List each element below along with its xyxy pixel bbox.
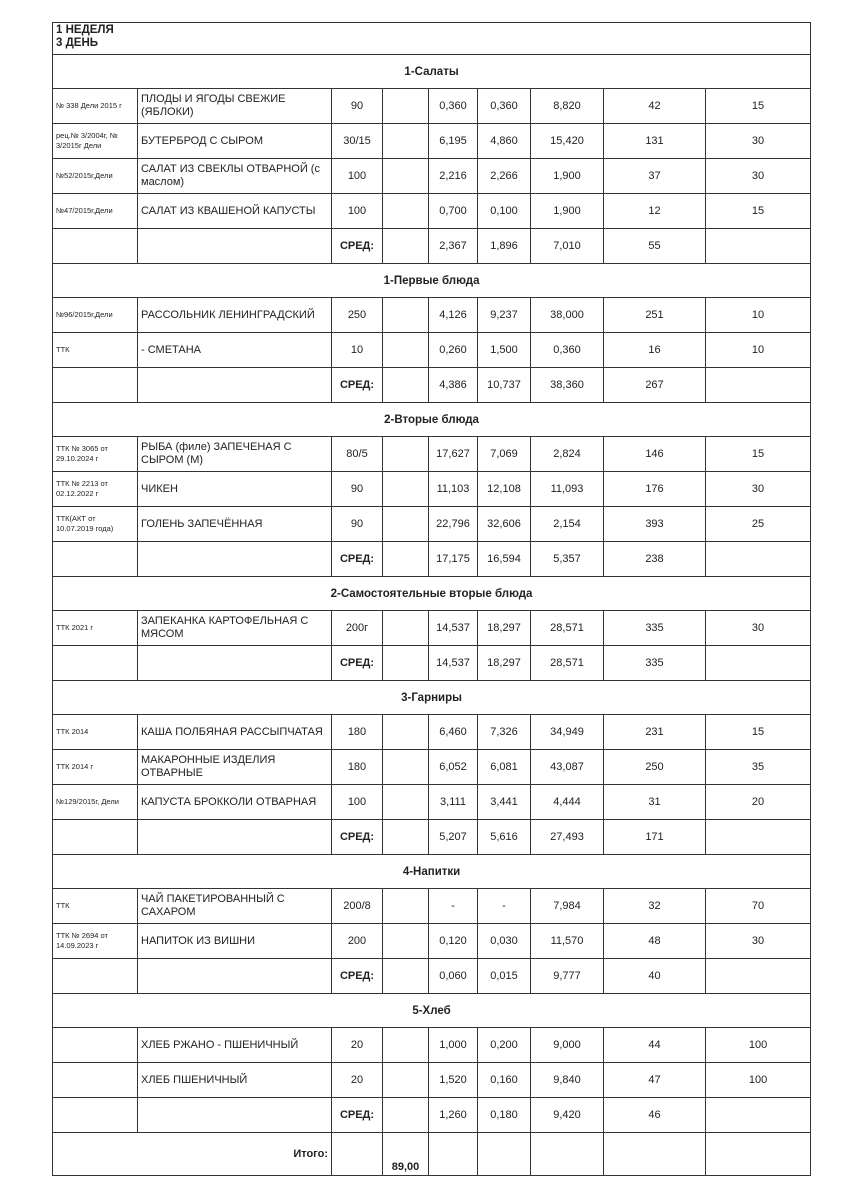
empty-cell: [706, 1098, 811, 1133]
carbs: 34,949: [531, 715, 604, 750]
protein: 0,120: [429, 924, 478, 959]
dish-name: ХЛЕБ ПШЕНИЧНЫЙ: [138, 1063, 332, 1098]
empty-cell: [138, 229, 332, 264]
protein: 4,126: [429, 298, 478, 333]
calories: 12: [604, 194, 706, 229]
calories: 44: [604, 1028, 706, 1063]
empty-cell: [383, 1098, 429, 1133]
dish-row: [53, 298, 811, 333]
portion: 80/5: [332, 437, 383, 472]
protein: 14,537: [429, 611, 478, 646]
fat: 7,069: [478, 437, 531, 472]
empty-cell: [383, 437, 429, 472]
recipe-ref: ТТК 2014: [53, 715, 138, 750]
calories: 47: [604, 1063, 706, 1098]
fat: 18,297: [478, 611, 531, 646]
average-row: [53, 820, 811, 855]
empty-cell: [706, 1133, 811, 1176]
price: 10: [706, 333, 811, 368]
dish-name: ГОЛЕНЬ ЗАПЕЧЁННАЯ: [138, 507, 332, 542]
dish-row: [53, 159, 811, 194]
calories: 37: [604, 159, 706, 194]
portion: 100: [332, 785, 383, 820]
recipe-ref: №52/2015г,Дели: [53, 159, 138, 194]
protein: 0,360: [429, 89, 478, 124]
section-header: [53, 855, 811, 889]
portion: 100: [332, 194, 383, 229]
fat: 6,081: [478, 750, 531, 785]
carbs: 2,154: [531, 507, 604, 542]
empty-cell: [383, 750, 429, 785]
price: 20: [706, 785, 811, 820]
price: 30: [706, 472, 811, 507]
average-label: СРЕД:: [332, 646, 383, 681]
carbs: 1,900: [531, 159, 604, 194]
dish-name: САЛАТ ИЗ КВАШЕНОЙ КАПУСТЫ: [138, 194, 332, 229]
price: 30: [706, 924, 811, 959]
avg-calories: 46: [604, 1098, 706, 1133]
empty-cell: [429, 1133, 478, 1176]
portion: 90: [332, 507, 383, 542]
fat: 0,160: [478, 1063, 531, 1098]
dish-row: [53, 785, 811, 820]
fat: -: [478, 889, 531, 924]
empty-cell: [706, 542, 811, 577]
recipe-ref: ТТК 2014 г: [53, 750, 138, 785]
protein: 6,460: [429, 715, 478, 750]
dish-row: [53, 924, 811, 959]
empty-cell: [383, 124, 429, 159]
empty-cell: [138, 368, 332, 403]
dish-row: [53, 889, 811, 924]
dish-row: [53, 715, 811, 750]
avg-carbs: 9,420: [531, 1098, 604, 1133]
avg-fat: 0,015: [478, 959, 531, 994]
recipe-ref: №47/2015г,Дели: [53, 194, 138, 229]
protein: -: [429, 889, 478, 924]
carbs: 7,984: [531, 889, 604, 924]
fat: 0,200: [478, 1028, 531, 1063]
dish-name: ЧИКЕН: [138, 472, 332, 507]
fat: 2,266: [478, 159, 531, 194]
section-title: 2-Самостоятельные вторые блюда: [53, 577, 811, 611]
average-row: [53, 542, 811, 577]
section-header: [53, 994, 811, 1028]
recipe-ref: №129/2015г, Дели: [53, 785, 138, 820]
avg-fat: 16,594: [478, 542, 531, 577]
empty-cell: [383, 333, 429, 368]
empty-cell: [383, 472, 429, 507]
section-header: [53, 577, 811, 611]
recipe-ref: ТТК(АКТ от 10.07.2019 года): [53, 507, 138, 542]
empty-cell: [383, 89, 429, 124]
empty-cell: [53, 368, 138, 403]
dish-row: [53, 750, 811, 785]
recipe-ref: ТТК № 2694 от 14.09.2023 г: [53, 924, 138, 959]
dish-name: ПЛОДЫ И ЯГОДЫ СВЕЖИЕ (ЯБЛОКИ): [138, 89, 332, 124]
empty-cell: [53, 542, 138, 577]
average-row: [53, 368, 811, 403]
portion: 200/8: [332, 889, 383, 924]
dish-row: [53, 89, 811, 124]
protein: 11,103: [429, 472, 478, 507]
avg-carbs: 9,777: [531, 959, 604, 994]
portion: 20: [332, 1063, 383, 1098]
recipe-ref: ТТК: [53, 333, 138, 368]
header-row: [53, 23, 811, 55]
carbs: 1,900: [531, 194, 604, 229]
section-title: 3-Гарниры: [53, 681, 811, 715]
carbs: 11,093: [531, 472, 604, 507]
recipe-ref: ТТК № 2213 от 02.12.2022 г: [53, 472, 138, 507]
day-label: 3 ДЕНЬ: [56, 37, 99, 49]
total-value: 89,00: [383, 1133, 429, 1176]
average-label: СРЕД:: [332, 368, 383, 403]
price: 15: [706, 194, 811, 229]
calories: 146: [604, 437, 706, 472]
empty-cell: [383, 159, 429, 194]
empty-cell: [706, 646, 811, 681]
empty-cell: [53, 1098, 138, 1133]
avg-calories: 171: [604, 820, 706, 855]
recipe-ref: ТТК: [53, 889, 138, 924]
section-header: [53, 55, 811, 89]
dish-name: ЧАЙ ПАКЕТИРОВАННЫЙ С САХАРОМ: [138, 889, 332, 924]
calories: 251: [604, 298, 706, 333]
empty-cell: [478, 1133, 531, 1176]
empty-cell: [138, 820, 332, 855]
dish-row: [53, 611, 811, 646]
avg-fat: 1,896: [478, 229, 531, 264]
calories: 231: [604, 715, 706, 750]
carbs: 38,000: [531, 298, 604, 333]
section-title: 2-Вторые блюда: [53, 403, 811, 437]
portion: 180: [332, 750, 383, 785]
menu-table: [52, 22, 811, 1176]
portion: 10: [332, 333, 383, 368]
empty-cell: [383, 194, 429, 229]
carbs: 9,000: [531, 1028, 604, 1063]
carbs: 9,840: [531, 1063, 604, 1098]
avg-protein: 5,207: [429, 820, 478, 855]
dish-name: РАССОЛЬНИК ЛЕНИНГРАДСКИЙ: [138, 298, 332, 333]
empty-cell: [383, 368, 429, 403]
dish-row: [53, 1063, 811, 1098]
empty-cell: [138, 646, 332, 681]
price: 30: [706, 611, 811, 646]
section-title: 4-Напитки: [53, 855, 811, 889]
price: 30: [706, 124, 811, 159]
fat: 0,360: [478, 89, 531, 124]
dish-row: [53, 437, 811, 472]
protein: 6,052: [429, 750, 478, 785]
avg-fat: 18,297: [478, 646, 531, 681]
average-label: СРЕД:: [332, 229, 383, 264]
protein: 0,260: [429, 333, 478, 368]
calories: 48: [604, 924, 706, 959]
avg-fat: 0,180: [478, 1098, 531, 1133]
dish-name: РЫБА (филе) ЗАПЕЧЕНАЯ С СЫРОМ (М): [138, 437, 332, 472]
price: 30: [706, 159, 811, 194]
recipe-ref: №96/2015г,Дели: [53, 298, 138, 333]
avg-carbs: 5,357: [531, 542, 604, 577]
recipe-ref: ТТК 2021 г: [53, 611, 138, 646]
protein: 2,216: [429, 159, 478, 194]
empty-cell: [531, 1133, 604, 1176]
dish-row: [53, 472, 811, 507]
average-row: [53, 646, 811, 681]
dish-name: - СМЕТАНА: [138, 333, 332, 368]
calories: 176: [604, 472, 706, 507]
average-row: [53, 959, 811, 994]
section-title: 1-Первые блюда: [53, 264, 811, 298]
calories: 32: [604, 889, 706, 924]
empty-cell: [383, 646, 429, 681]
portion: 30/15: [332, 124, 383, 159]
empty-cell: [383, 924, 429, 959]
carbs: 2,824: [531, 437, 604, 472]
calories: 335: [604, 611, 706, 646]
portion: 200: [332, 924, 383, 959]
average-label: СРЕД:: [332, 820, 383, 855]
fat: 12,108: [478, 472, 531, 507]
dish-row: [53, 507, 811, 542]
protein: 17,627: [429, 437, 478, 472]
dish-name: ХЛЕБ РЖАНО - ПШЕНИЧНЫЙ: [138, 1028, 332, 1063]
empty-cell: [53, 820, 138, 855]
protein: 6,195: [429, 124, 478, 159]
avg-carbs: 28,571: [531, 646, 604, 681]
dish-name: КАПУСТА БРОККОЛИ ОТВАРНАЯ: [138, 785, 332, 820]
protein: 3,111: [429, 785, 478, 820]
carbs: 0,360: [531, 333, 604, 368]
price: 15: [706, 715, 811, 750]
price: 35: [706, 750, 811, 785]
price: 70: [706, 889, 811, 924]
avg-protein: 0,060: [429, 959, 478, 994]
empty-cell: [383, 507, 429, 542]
dish-name: НАПИТОК ИЗ ВИШНИ: [138, 924, 332, 959]
price: 100: [706, 1028, 811, 1063]
section-title: 5-Хлеб: [53, 994, 811, 1028]
average-row: [53, 229, 811, 264]
empty-cell: [383, 820, 429, 855]
fat: 0,100: [478, 194, 531, 229]
empty-cell: [332, 1133, 383, 1176]
fat: 4,860: [478, 124, 531, 159]
fat: 1,500: [478, 333, 531, 368]
week-label: 1 НЕДЕЛЯ: [56, 24, 114, 36]
portion: 100: [332, 159, 383, 194]
price: 15: [706, 437, 811, 472]
avg-calories: 238: [604, 542, 706, 577]
avg-protein: 1,260: [429, 1098, 478, 1133]
dish-row: [53, 194, 811, 229]
price: 15: [706, 89, 811, 124]
avg-fat: 5,616: [478, 820, 531, 855]
carbs: 8,820: [531, 89, 604, 124]
avg-carbs: 38,360: [531, 368, 604, 403]
price: 10: [706, 298, 811, 333]
header-cell: [53, 23, 811, 55]
section-header: [53, 264, 811, 298]
total-label: Итого:: [53, 1133, 332, 1176]
calories: 131: [604, 124, 706, 159]
calories: 42: [604, 89, 706, 124]
avg-protein: 2,367: [429, 229, 478, 264]
portion: 250: [332, 298, 383, 333]
empty-cell: [383, 1063, 429, 1098]
average-label: СРЕД:: [332, 542, 383, 577]
carbs: 4,444: [531, 785, 604, 820]
dish-row: [53, 124, 811, 159]
empty-cell: [53, 229, 138, 264]
recipe-ref: рец.№ 3/2004г, № 3/2015г Дели: [53, 124, 138, 159]
empty-cell: [706, 959, 811, 994]
section-header: [53, 681, 811, 715]
fat: 7,326: [478, 715, 531, 750]
empty-cell: [604, 1133, 706, 1176]
fat: 3,441: [478, 785, 531, 820]
fat: 32,606: [478, 507, 531, 542]
fat: 9,237: [478, 298, 531, 333]
carbs: 11,570: [531, 924, 604, 959]
carbs: 15,420: [531, 124, 604, 159]
avg-protein: 17,175: [429, 542, 478, 577]
avg-calories: 267: [604, 368, 706, 403]
empty-cell: [383, 785, 429, 820]
empty-cell: [383, 959, 429, 994]
empty-cell: [383, 1028, 429, 1063]
avg-carbs: 7,010: [531, 229, 604, 264]
portion: 90: [332, 89, 383, 124]
empty-cell: [53, 959, 138, 994]
protein: 0,700: [429, 194, 478, 229]
dish-name: МАКАРОННЫЕ ИЗДЕЛИЯ ОТВАРНЫЕ: [138, 750, 332, 785]
calories: 31: [604, 785, 706, 820]
avg-carbs: 27,493: [531, 820, 604, 855]
protein: 1,520: [429, 1063, 478, 1098]
total-row: [53, 1133, 811, 1176]
recipe-ref: [53, 1063, 138, 1098]
empty-cell: [138, 542, 332, 577]
empty-cell: [383, 611, 429, 646]
portion: 90: [332, 472, 383, 507]
carbs: 43,087: [531, 750, 604, 785]
dish-name: КАША ПОЛБЯНАЯ РАССЫПЧАТАЯ: [138, 715, 332, 750]
avg-calories: 335: [604, 646, 706, 681]
avg-protein: 4,386: [429, 368, 478, 403]
dish-name: ЗАПЕКАНКА КАРТОФЕЛЬНАЯ С МЯСОМ: [138, 611, 332, 646]
price: 100: [706, 1063, 811, 1098]
empty-cell: [53, 646, 138, 681]
portion: 180: [332, 715, 383, 750]
empty-cell: [383, 715, 429, 750]
empty-cell: [706, 229, 811, 264]
section-title: 1-Салаты: [53, 55, 811, 89]
dish-name: САЛАТ ИЗ СВЕКЛЫ ОТВАРНОЙ (с маслом): [138, 159, 332, 194]
empty-cell: [706, 820, 811, 855]
price: 25: [706, 507, 811, 542]
dish-row: [53, 1028, 811, 1063]
empty-cell: [706, 368, 811, 403]
empty-cell: [383, 889, 429, 924]
calories: 393: [604, 507, 706, 542]
empty-cell: [383, 298, 429, 333]
portion: 200г: [332, 611, 383, 646]
fat: 0,030: [478, 924, 531, 959]
avg-fat: 10,737: [478, 368, 531, 403]
protein: 22,796: [429, 507, 478, 542]
empty-cell: [383, 542, 429, 577]
empty-cell: [138, 959, 332, 994]
average-label: СРЕД:: [332, 959, 383, 994]
protein: 1,000: [429, 1028, 478, 1063]
section-header: [53, 403, 811, 437]
calories: 16: [604, 333, 706, 368]
dish-row: [53, 333, 811, 368]
recipe-ref: № 338 Дели 2015 г: [53, 89, 138, 124]
average-label: СРЕД:: [332, 1098, 383, 1133]
recipe-ref: ТТК № 3065 от 29.10.2024 г: [53, 437, 138, 472]
empty-cell: [138, 1098, 332, 1133]
recipe-ref: [53, 1028, 138, 1063]
portion: 20: [332, 1028, 383, 1063]
calories: 250: [604, 750, 706, 785]
empty-cell: [383, 229, 429, 264]
carbs: 28,571: [531, 611, 604, 646]
avg-calories: 55: [604, 229, 706, 264]
average-row: [53, 1098, 811, 1133]
avg-calories: 40: [604, 959, 706, 994]
dish-name: БУТЕРБРОД С СЫРОМ: [138, 124, 332, 159]
avg-protein: 14,537: [429, 646, 478, 681]
